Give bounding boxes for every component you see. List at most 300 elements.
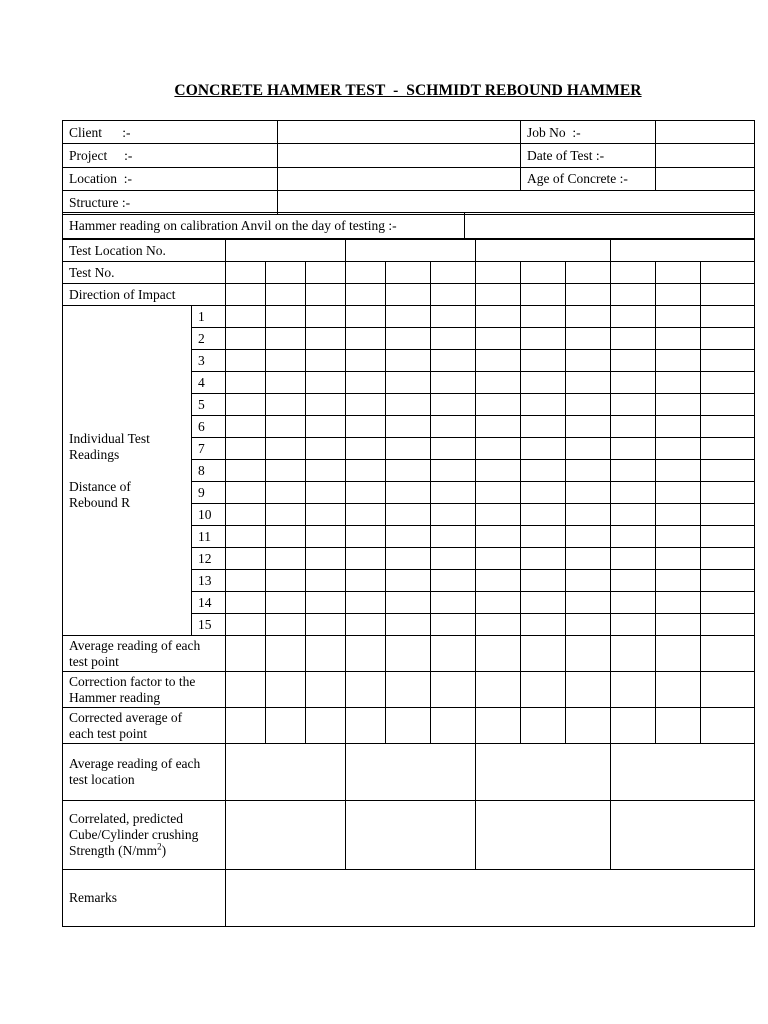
reading-cell[interactable] bbox=[476, 460, 521, 482]
reading-cell[interactable] bbox=[386, 350, 431, 372]
reading-number: 2 bbox=[192, 328, 226, 350]
direction-cell[interactable] bbox=[386, 284, 431, 306]
reading-cell[interactable] bbox=[386, 482, 431, 504]
reading-cell[interactable] bbox=[656, 350, 701, 372]
job-no-field[interactable] bbox=[656, 121, 755, 144]
reading-cell[interactable] bbox=[611, 306, 656, 328]
reading-cell[interactable] bbox=[386, 438, 431, 460]
reading-cell[interactable] bbox=[226, 328, 266, 350]
reading-cell[interactable] bbox=[611, 504, 656, 526]
reading-cell[interactable] bbox=[306, 592, 346, 614]
reading-cell[interactable] bbox=[656, 526, 701, 548]
avg-location-cell[interactable] bbox=[476, 744, 611, 801]
reading-cell[interactable] bbox=[226, 394, 266, 416]
correction-cell[interactable] bbox=[521, 672, 566, 708]
reading-cell[interactable] bbox=[656, 372, 701, 394]
reading-cell[interactable] bbox=[521, 350, 566, 372]
reading-cell[interactable] bbox=[226, 570, 266, 592]
reading-cell[interactable] bbox=[611, 482, 656, 504]
avg-location-line1: Average reading of each bbox=[69, 756, 201, 771]
reading-cell[interactable] bbox=[611, 460, 656, 482]
reading-cell[interactable] bbox=[306, 548, 346, 570]
direction-cell[interactable] bbox=[611, 284, 656, 306]
correction-cell[interactable] bbox=[611, 672, 656, 708]
reading-cell[interactable] bbox=[476, 526, 521, 548]
reading-cell[interactable] bbox=[656, 504, 701, 526]
reading-cell[interactable] bbox=[701, 394, 755, 416]
reading-cell[interactable] bbox=[266, 482, 306, 504]
reading-cell[interactable] bbox=[346, 328, 386, 350]
distance-line2: Rebound R bbox=[69, 494, 131, 510]
reading-cell[interactable] bbox=[306, 394, 346, 416]
reading-cell[interactable] bbox=[266, 614, 306, 636]
reading-cell[interactable] bbox=[346, 614, 386, 636]
correction-cell[interactable] bbox=[431, 672, 476, 708]
reading-cell[interactable] bbox=[266, 306, 306, 328]
reading-cell[interactable] bbox=[521, 416, 566, 438]
reading-cell[interactable] bbox=[566, 592, 611, 614]
avg-each-point-label-line2: test point bbox=[69, 653, 119, 669]
reading-cell[interactable] bbox=[431, 548, 476, 570]
reading-number: 10 bbox=[192, 504, 226, 526]
reading-cell[interactable] bbox=[566, 548, 611, 570]
avg-point-cell[interactable] bbox=[431, 636, 476, 672]
avg-point-cell[interactable] bbox=[346, 636, 386, 672]
reading-cell[interactable] bbox=[226, 438, 266, 460]
correction-cell[interactable] bbox=[346, 672, 386, 708]
direction-cell[interactable] bbox=[566, 284, 611, 306]
reading-cell[interactable] bbox=[521, 460, 566, 482]
reading-cell[interactable] bbox=[566, 438, 611, 460]
reading-cell[interactable] bbox=[611, 526, 656, 548]
reading-cell[interactable] bbox=[346, 592, 386, 614]
reading-cell[interactable] bbox=[521, 394, 566, 416]
reading-cell[interactable] bbox=[656, 570, 701, 592]
reading-cell[interactable] bbox=[346, 570, 386, 592]
reading-cell[interactable] bbox=[431, 328, 476, 350]
reading-cell[interactable] bbox=[266, 416, 306, 438]
spacer bbox=[69, 463, 191, 479]
reading-cell[interactable] bbox=[266, 460, 306, 482]
reading-number: 15 bbox=[192, 614, 226, 636]
test-location-cell[interactable] bbox=[611, 240, 755, 262]
reading-cell[interactable] bbox=[656, 394, 701, 416]
reading-cell[interactable] bbox=[266, 526, 306, 548]
reading-cell[interactable] bbox=[226, 614, 266, 636]
reading-cell[interactable] bbox=[566, 482, 611, 504]
reading-cell[interactable] bbox=[306, 614, 346, 636]
reading-cell[interactable] bbox=[566, 306, 611, 328]
reading-cell[interactable] bbox=[611, 416, 656, 438]
reading-cell[interactable] bbox=[701, 438, 755, 460]
reading-cell[interactable] bbox=[521, 438, 566, 460]
reading-cell[interactable] bbox=[226, 592, 266, 614]
reading-cell[interactable] bbox=[226, 482, 266, 504]
date-of-test-label: Date of Test :- bbox=[521, 144, 656, 167]
reading-cell[interactable] bbox=[566, 372, 611, 394]
reading-cell[interactable] bbox=[266, 328, 306, 350]
avg-point-cell[interactable] bbox=[656, 636, 701, 672]
correction-cell[interactable] bbox=[476, 672, 521, 708]
reading-cell[interactable] bbox=[611, 438, 656, 460]
reading-cell[interactable] bbox=[566, 328, 611, 350]
reading-cell[interactable] bbox=[521, 592, 566, 614]
structure-field[interactable] bbox=[278, 191, 755, 214]
reading-cell[interactable] bbox=[306, 306, 346, 328]
reading-cell[interactable] bbox=[701, 460, 755, 482]
reading-cell[interactable] bbox=[611, 394, 656, 416]
reading-cell[interactable] bbox=[306, 460, 346, 482]
avg-point-cell[interactable] bbox=[701, 636, 755, 672]
location-label: Location :- bbox=[63, 167, 278, 190]
avg-location-cell[interactable] bbox=[346, 744, 476, 801]
job-no-label: Job No :- bbox=[521, 121, 656, 144]
reading-cell[interactable] bbox=[386, 306, 431, 328]
reading-cell[interactable] bbox=[656, 614, 701, 636]
reading-cell[interactable] bbox=[701, 372, 755, 394]
reading-cell[interactable] bbox=[701, 526, 755, 548]
reading-cell[interactable] bbox=[701, 504, 755, 526]
reading-number: 6 bbox=[192, 416, 226, 438]
reading-cell[interactable] bbox=[431, 416, 476, 438]
reading-cell[interactable] bbox=[266, 438, 306, 460]
correction-cell[interactable] bbox=[386, 672, 431, 708]
reading-cell[interactable] bbox=[346, 460, 386, 482]
reading-cell[interactable] bbox=[346, 438, 386, 460]
calibration-label: Hammer reading on calibration Anvil on the day of testing :- bbox=[63, 213, 465, 239]
reading-cell[interactable] bbox=[521, 548, 566, 570]
reading-cell[interactable] bbox=[476, 570, 521, 592]
reading-cell[interactable] bbox=[521, 328, 566, 350]
remarks-field[interactable] bbox=[226, 870, 755, 927]
reading-cell[interactable] bbox=[346, 350, 386, 372]
reading-cell[interactable] bbox=[701, 350, 755, 372]
client-label: Client :- bbox=[63, 121, 278, 144]
reading-cell[interactable] bbox=[306, 504, 346, 526]
reading-cell[interactable] bbox=[266, 570, 306, 592]
structure-label: Structure :- bbox=[63, 191, 278, 214]
corrected-average-label bbox=[63, 708, 226, 744]
corrected-cell[interactable] bbox=[701, 708, 755, 744]
correction-factor-label-line2: Hammer reading bbox=[69, 689, 161, 705]
reading-number: 14 bbox=[192, 592, 226, 614]
reading-cell[interactable] bbox=[346, 306, 386, 328]
client-field[interactable] bbox=[278, 121, 521, 144]
reading-cell[interactable] bbox=[611, 350, 656, 372]
reading-cell[interactable] bbox=[701, 614, 755, 636]
reading-cell[interactable] bbox=[386, 460, 431, 482]
individual-line2: Readings bbox=[69, 446, 120, 462]
reading-cell[interactable] bbox=[226, 350, 266, 372]
reading-cell[interactable] bbox=[226, 460, 266, 482]
correlated-strength-label bbox=[63, 801, 226, 870]
reading-cell[interactable] bbox=[431, 306, 476, 328]
reading-cell[interactable] bbox=[431, 592, 476, 614]
test-no-cell[interactable] bbox=[611, 262, 656, 284]
reading-number: 13 bbox=[192, 570, 226, 592]
strength-cell[interactable] bbox=[476, 801, 611, 870]
strength-cell[interactable] bbox=[346, 801, 476, 870]
reading-cell[interactable] bbox=[306, 372, 346, 394]
reading-cell[interactable] bbox=[701, 570, 755, 592]
reading-cell[interactable] bbox=[701, 482, 755, 504]
corrected-cell[interactable] bbox=[346, 708, 386, 744]
reading-cell[interactable] bbox=[306, 350, 346, 372]
reading-cell[interactable] bbox=[266, 504, 306, 526]
reading-row bbox=[63, 306, 755, 328]
reading-cell[interactable] bbox=[346, 526, 386, 548]
reading-cell[interactable] bbox=[431, 614, 476, 636]
avg-point-cell[interactable] bbox=[226, 636, 266, 672]
test-no-cell[interactable] bbox=[226, 262, 266, 284]
reading-cell[interactable] bbox=[521, 526, 566, 548]
correction-cell[interactable] bbox=[266, 672, 306, 708]
reading-cell[interactable] bbox=[346, 482, 386, 504]
avg-point-cell[interactable] bbox=[521, 636, 566, 672]
test-no-cell[interactable] bbox=[266, 262, 306, 284]
reading-cell[interactable] bbox=[566, 504, 611, 526]
reading-number: 3 bbox=[192, 350, 226, 372]
date-of-test-field[interactable] bbox=[656, 144, 755, 167]
direction-cell[interactable] bbox=[226, 284, 266, 306]
reading-cell[interactable] bbox=[656, 548, 701, 570]
test-no-cell[interactable] bbox=[386, 262, 431, 284]
reading-cell[interactable] bbox=[306, 438, 346, 460]
reading-cell[interactable] bbox=[386, 372, 431, 394]
reading-cell[interactable] bbox=[656, 592, 701, 614]
corrected-average-label-line2: each test point bbox=[69, 725, 147, 741]
reading-cell[interactable] bbox=[701, 306, 755, 328]
reading-cell[interactable] bbox=[266, 372, 306, 394]
reading-cell[interactable] bbox=[431, 504, 476, 526]
reading-cell[interactable] bbox=[476, 592, 521, 614]
avg-point-cell[interactable] bbox=[306, 636, 346, 672]
reading-cell[interactable] bbox=[521, 504, 566, 526]
test-no-cell[interactable] bbox=[566, 262, 611, 284]
reading-number: 5 bbox=[192, 394, 226, 416]
direction-cell[interactable] bbox=[476, 284, 521, 306]
avg-point-cell[interactable] bbox=[386, 636, 431, 672]
reading-cell[interactable] bbox=[386, 504, 431, 526]
reading-cell[interactable] bbox=[386, 548, 431, 570]
reading-cell[interactable] bbox=[226, 548, 266, 570]
individual-readings-label bbox=[63, 306, 192, 636]
reading-cell[interactable] bbox=[386, 614, 431, 636]
reading-number: 11 bbox=[192, 526, 226, 548]
test-no-cell[interactable] bbox=[521, 262, 566, 284]
reading-cell[interactable] bbox=[226, 526, 266, 548]
reading-cell[interactable] bbox=[306, 328, 346, 350]
test-no-cell[interactable] bbox=[306, 262, 346, 284]
reading-cell[interactable] bbox=[266, 394, 306, 416]
test-location-no-label: Test Location No. bbox=[63, 240, 226, 262]
reading-cell[interactable] bbox=[656, 328, 701, 350]
reading-cell[interactable] bbox=[431, 460, 476, 482]
reading-cell[interactable] bbox=[226, 504, 266, 526]
strength-cell[interactable] bbox=[226, 801, 346, 870]
reading-cell[interactable] bbox=[611, 570, 656, 592]
reading-cell[interactable] bbox=[476, 416, 521, 438]
correction-factor-label-line1: Correction factor to the bbox=[69, 673, 196, 689]
reading-cell[interactable] bbox=[386, 328, 431, 350]
reading-cell[interactable] bbox=[476, 394, 521, 416]
reading-cell[interactable] bbox=[306, 526, 346, 548]
reading-cell[interactable] bbox=[521, 570, 566, 592]
reading-cell[interactable] bbox=[266, 548, 306, 570]
reading-number: 7 bbox=[192, 438, 226, 460]
test-location-cell[interactable] bbox=[226, 240, 346, 262]
age-of-concrete-label: Age of Concrete :- bbox=[521, 167, 656, 190]
reading-cell[interactable] bbox=[656, 438, 701, 460]
reading-cell[interactable] bbox=[476, 328, 521, 350]
reading-cell[interactable] bbox=[566, 570, 611, 592]
reading-cell[interactable] bbox=[346, 416, 386, 438]
reading-cell[interactable] bbox=[226, 306, 266, 328]
direction-cell[interactable] bbox=[431, 284, 476, 306]
test-location-cell[interactable] bbox=[346, 240, 476, 262]
reading-cell[interactable] bbox=[346, 394, 386, 416]
reading-cell[interactable] bbox=[656, 416, 701, 438]
location-field[interactable] bbox=[278, 167, 521, 190]
avg-each-point-label-line1: Average reading of each bbox=[69, 637, 201, 653]
reading-number: 8 bbox=[192, 460, 226, 482]
reading-cell[interactable] bbox=[226, 372, 266, 394]
avg-point-cell[interactable] bbox=[266, 636, 306, 672]
reading-cell[interactable] bbox=[476, 482, 521, 504]
reading-cell[interactable] bbox=[656, 460, 701, 482]
reading-cell[interactable] bbox=[386, 570, 431, 592]
reading-cell[interactable] bbox=[701, 328, 755, 350]
avg-point-cell[interactable] bbox=[566, 636, 611, 672]
reading-cell[interactable] bbox=[611, 548, 656, 570]
strength-cell[interactable] bbox=[611, 801, 755, 870]
correction-cell[interactable] bbox=[306, 672, 346, 708]
age-of-concrete-field[interactable] bbox=[656, 167, 755, 190]
reading-cell[interactable] bbox=[476, 306, 521, 328]
reading-cell[interactable] bbox=[476, 504, 521, 526]
reading-cell[interactable] bbox=[386, 526, 431, 548]
reading-cell[interactable] bbox=[656, 306, 701, 328]
reading-cell[interactable] bbox=[566, 350, 611, 372]
reading-cell[interactable] bbox=[346, 372, 386, 394]
avg-point-cell[interactable] bbox=[476, 636, 521, 672]
test-location-cell[interactable] bbox=[476, 240, 611, 262]
corrected-cell[interactable] bbox=[386, 708, 431, 744]
corrected-cell[interactable] bbox=[611, 708, 656, 744]
test-no-cell[interactable] bbox=[656, 262, 701, 284]
reading-cell[interactable] bbox=[476, 438, 521, 460]
reading-cell[interactable] bbox=[566, 394, 611, 416]
reading-cell[interactable] bbox=[431, 482, 476, 504]
reading-cell[interactable] bbox=[476, 372, 521, 394]
reading-cell[interactable] bbox=[521, 306, 566, 328]
reading-cell[interactable] bbox=[521, 614, 566, 636]
unit-superscript: 2 bbox=[157, 841, 162, 852]
reading-cell[interactable] bbox=[386, 592, 431, 614]
test-no-cell[interactable] bbox=[431, 262, 476, 284]
reading-cell[interactable] bbox=[476, 614, 521, 636]
reading-cell[interactable] bbox=[611, 592, 656, 614]
distance-line1: Distance of bbox=[69, 478, 131, 494]
reading-cell[interactable] bbox=[701, 548, 755, 570]
direction-cell[interactable] bbox=[346, 284, 386, 306]
reading-cell[interactable] bbox=[431, 438, 476, 460]
reading-cell[interactable] bbox=[566, 416, 611, 438]
reading-cell[interactable] bbox=[431, 350, 476, 372]
reading-cell[interactable] bbox=[386, 394, 431, 416]
reading-cell[interactable] bbox=[386, 416, 431, 438]
test-no-cell[interactable] bbox=[701, 262, 755, 284]
test-no-cell[interactable] bbox=[476, 262, 521, 284]
corrected-cell[interactable] bbox=[566, 708, 611, 744]
reading-cell[interactable] bbox=[566, 460, 611, 482]
reading-cell[interactable] bbox=[266, 592, 306, 614]
reading-cell[interactable] bbox=[431, 394, 476, 416]
reading-cell[interactable] bbox=[476, 548, 521, 570]
avg-each-location-label bbox=[63, 744, 226, 801]
reading-cell[interactable] bbox=[611, 328, 656, 350]
reading-cell[interactable] bbox=[611, 614, 656, 636]
project-field[interactable] bbox=[278, 144, 521, 167]
reading-cell[interactable] bbox=[566, 526, 611, 548]
reading-cell[interactable] bbox=[701, 592, 755, 614]
direction-cell[interactable] bbox=[701, 284, 755, 306]
reading-cell[interactable] bbox=[566, 614, 611, 636]
individual-line1: Individual Test bbox=[69, 430, 150, 446]
calibration-field[interactable] bbox=[465, 213, 755, 239]
avg-location-cell[interactable] bbox=[226, 744, 346, 801]
direction-cell[interactable] bbox=[521, 284, 566, 306]
avg-point-cell[interactable] bbox=[611, 636, 656, 672]
corrected-cell[interactable] bbox=[476, 708, 521, 744]
reading-cell[interactable] bbox=[476, 350, 521, 372]
reading-cell[interactable] bbox=[226, 416, 266, 438]
reading-cell[interactable] bbox=[431, 570, 476, 592]
reading-cell[interactable] bbox=[306, 482, 346, 504]
reading-cell[interactable] bbox=[266, 350, 306, 372]
avg-location-cell[interactable] bbox=[611, 744, 755, 801]
reading-cell[interactable] bbox=[701, 416, 755, 438]
reading-cell[interactable] bbox=[346, 548, 386, 570]
corrected-cell[interactable] bbox=[306, 708, 346, 744]
reading-cell[interactable] bbox=[521, 482, 566, 504]
page-title: CONCRETE HAMMER TEST - SCHMIDT REBOUND HAMMER bbox=[174, 82, 642, 99]
corrected-cell[interactable] bbox=[266, 708, 306, 744]
corrected-cell[interactable] bbox=[521, 708, 566, 744]
direction-cell[interactable] bbox=[656, 284, 701, 306]
reading-cell[interactable] bbox=[431, 526, 476, 548]
direction-cell[interactable] bbox=[266, 284, 306, 306]
reading-cell[interactable] bbox=[656, 482, 701, 504]
test-no-cell[interactable] bbox=[346, 262, 386, 284]
correction-cell[interactable] bbox=[701, 672, 755, 708]
reading-cell[interactable] bbox=[431, 372, 476, 394]
reading-cell[interactable] bbox=[346, 504, 386, 526]
correction-cell[interactable] bbox=[226, 672, 266, 708]
correction-cell[interactable] bbox=[566, 672, 611, 708]
corrected-cell[interactable] bbox=[656, 708, 701, 744]
reading-cell[interactable] bbox=[521, 372, 566, 394]
remarks-label: Remarks bbox=[63, 870, 226, 927]
corrected-cell[interactable] bbox=[226, 708, 266, 744]
reading-cell[interactable] bbox=[306, 416, 346, 438]
calibration-table bbox=[62, 212, 755, 239]
reading-cell[interactable] bbox=[611, 372, 656, 394]
corrected-cell[interactable] bbox=[431, 708, 476, 744]
correction-cell[interactable] bbox=[656, 672, 701, 708]
reading-cell[interactable] bbox=[306, 570, 346, 592]
direction-cell[interactable] bbox=[306, 284, 346, 306]
